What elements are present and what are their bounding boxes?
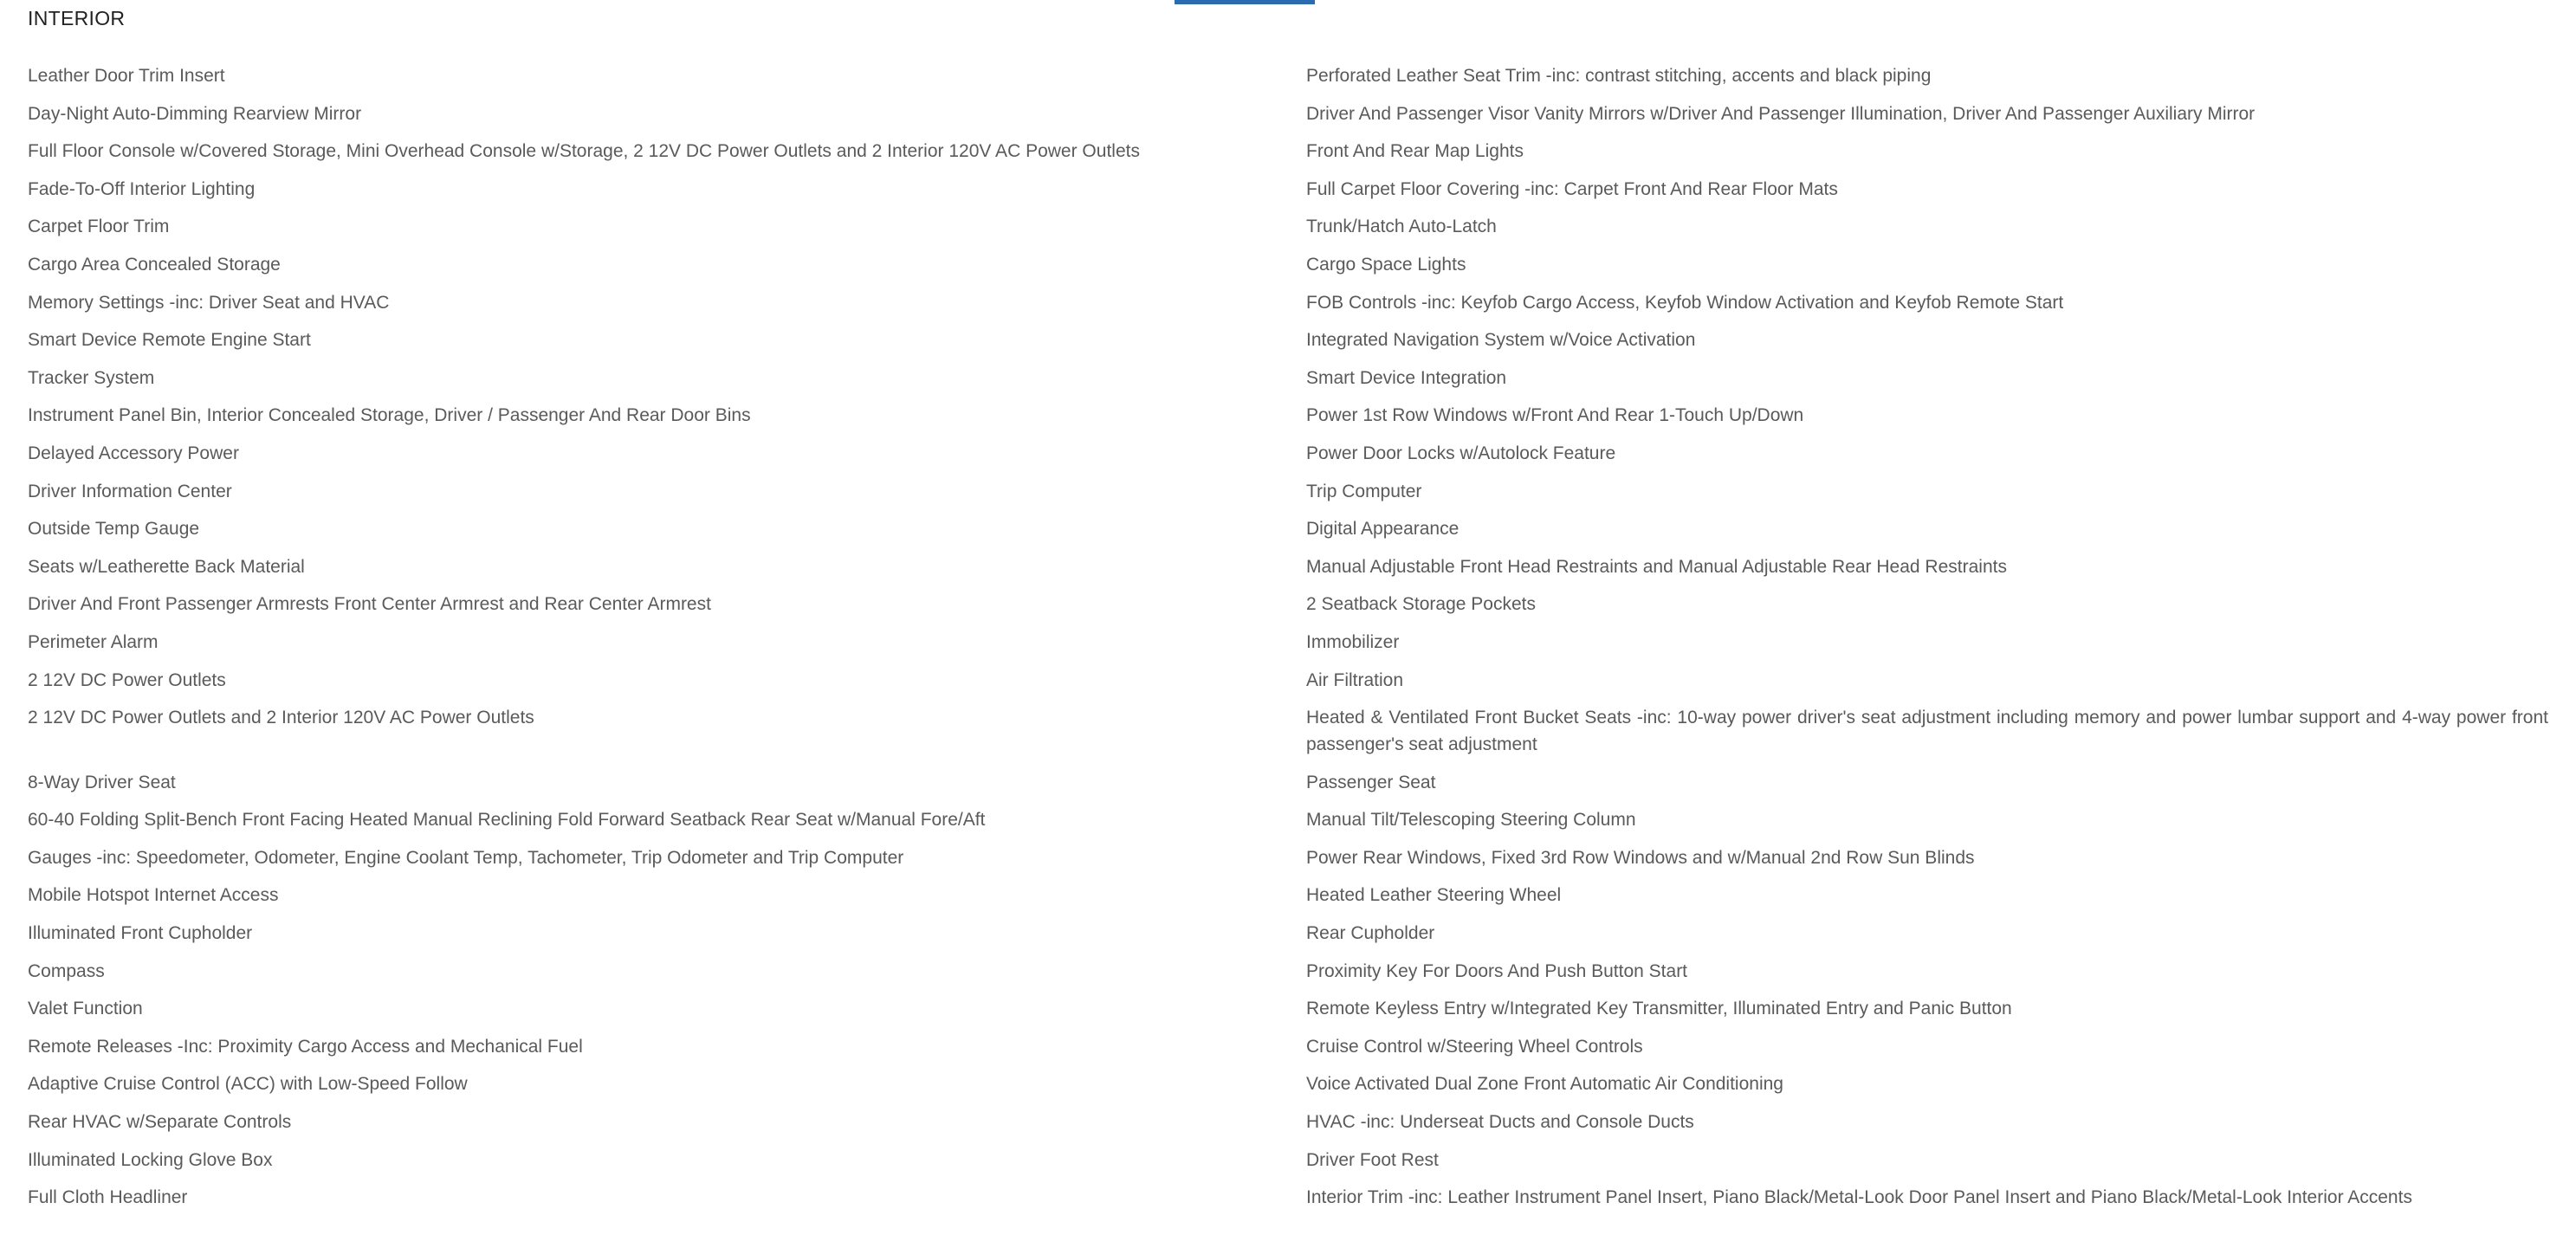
feature-item: Remote Keyless Entry w/Integrated Key Transmitter, Illuminated Entry and Panic Button [1306,999,2012,1019]
feature-item: Voice Activated Dual Zone Front Automatic Air Conditioning [1306,1074,1783,1095]
feature-item: Illuminated Front Cupholder [28,923,253,944]
feature-item: Memory Settings -inc: Driver Seat and HVAC [28,292,390,313]
feature-item: Perimeter Alarm [28,631,159,652]
feature-item: Rear Cupholder [1306,923,1435,944]
feature-item: Trip Computer [1306,481,1422,501]
feature-item: Trunk/Hatch Auto-Latch [1306,217,1497,237]
feature-item: Carpet Floor Trim [28,217,170,237]
feature-item: Perforated Leather Seat Trim -inc: contrast stitching, accents and black piping [1306,66,1932,86]
feature-item: Outside Temp Gauge [28,519,200,540]
feature-item: HVAC -inc: Underseat Ducts and Console Ducts [1306,1112,1694,1133]
feature-item: Adaptive Cruise Control (ACC) with Low-Speed Follow [28,1074,468,1095]
feature-item: Valet Function [28,999,143,1019]
feature-item: Smart Device Integration [1306,367,1507,388]
feature-item: Full Cloth Headliner [28,1187,188,1208]
feature-item: 2 Seatback Storage Pockets [1306,594,1536,615]
feature-item: Proximity Key For Doors And Push Button Start [1306,960,1688,981]
feature-item: Cargo Area Concealed Storage [28,254,281,275]
feature-item: Day-Night Auto-Dimming Rearview Mirror [28,103,362,124]
feature-item: Remote Releases -Inc: Proximity Cargo Access and Mechanical Fuel [28,1036,583,1057]
feature-item: Fade-To-Off Interior Lighting [28,178,256,199]
feature-item: Tracker System [28,367,155,388]
feature-item: Illuminated Locking Glove Box [28,1149,273,1170]
feature-item: Gauges -inc: Speedometer, Odometer, Engine Coolant Temp, Tachometer, Trip Odometer and Trip Computer [28,847,904,868]
feature-item: Delayed Accessory Power [28,443,239,463]
feature-item: Driver And Front Passenger Armrests Front Center Armrest and Rear Center Armrest [28,594,711,615]
feature-item: Compass [28,960,105,981]
feature-item: 8-Way Driver Seat [28,772,176,792]
feature-item: Heated Leather Steering Wheel [1306,885,1562,906]
feature-item: Instrument Panel Bin, Interior Concealed Storage, Driver / Passenger And Rear Door Bins [28,405,751,426]
feature-item: Smart Device Remote Engine Start [28,330,311,351]
feature-item: Driver Foot Rest [1306,1149,1439,1170]
feature-item: Power Rear Windows, Fixed 3rd Row Windows and w/Manual 2nd Row Sun Blinds [1306,847,1975,868]
feature-item: Leather Door Trim Insert [28,66,225,86]
feature-item: Heated & Ventilated Front Bucket Seats -inc: 10-way power driver's seat adjustment including memory and power lumbar support and 4-way power front passenger's seat adjustment [1306,708,2548,755]
features-list [28,62,2548,1222]
feature-item: Digital Appearance [1306,519,1460,540]
feature-item: Rear HVAC w/Separate Controls [28,1112,292,1133]
feature-item: Driver Information Center [28,481,232,501]
feature-item: Power Door Locks w/Autolock Feature [1306,443,1616,463]
feature-item: Mobile Hotspot Internet Access [28,885,279,906]
feature-item: Manual Tilt/Telescoping Steering Column [1306,810,1636,831]
feature-item: Full Floor Console w/Covered Storage, Mini Overhead Console w/Storage, 2 12V DC Power Outlets and 2 Interior 120V AC Power Outlets [28,141,1140,162]
feature-item: Full Carpet Floor Covering -inc: Carpet Front And Rear Floor Mats [1306,178,1838,199]
feature-item: Front And Rear Map Lights [1306,141,1524,162]
feature-item: Immobilizer [1306,631,1400,652]
section-title: INTERIOR [28,7,126,29]
feature-item: 2 12V DC Power Outlets [28,669,226,690]
feature-item: Cruise Control w/Steering Wheel Controls [1306,1036,1643,1057]
feature-item: Interior Trim -inc: Leather Instrument Panel Insert, Piano Black/Metal-Look Door Panel Insert and Piano Black/Metal-Look Interior Accents [1306,1187,2412,1208]
feature-item: 2 12V DC Power Outlets and 2 Interior 120V AC Power Outlets [28,708,534,728]
feature-item: Driver And Passenger Visor Vanity Mirrors w/Driver And Passenger Illumination, Driver And Passenger Auxiliary Mirror [1306,103,2256,124]
feature-item: Passenger Seat [1306,772,1436,792]
feature-item: 60-40 Folding Split-Bench Front Facing Heated Manual Reclining Fold Forward Seatback Rear Seat w/Manual Fore/Aft [28,810,986,831]
active-tab-indicator [1175,0,1315,4]
feature-item: Manual Adjustable Front Head Restraints and Manual Adjustable Rear Head Restraints [1306,556,2007,577]
feature-item: Cargo Space Lights [1306,254,1466,275]
feature-item: Seats w/Leatherette Back Material [28,556,305,577]
feature-item: Integrated Navigation System w/Voice Activation [1306,330,1696,351]
feature-item: FOB Controls -inc: Keyfob Cargo Access, Keyfob Window Activation and Keyfob Remote Start [1306,292,2064,313]
feature-item: Power 1st Row Windows w/Front And Rear 1-Touch Up/Down [1306,405,1804,426]
feature-item: Air Filtration [1306,669,1404,690]
